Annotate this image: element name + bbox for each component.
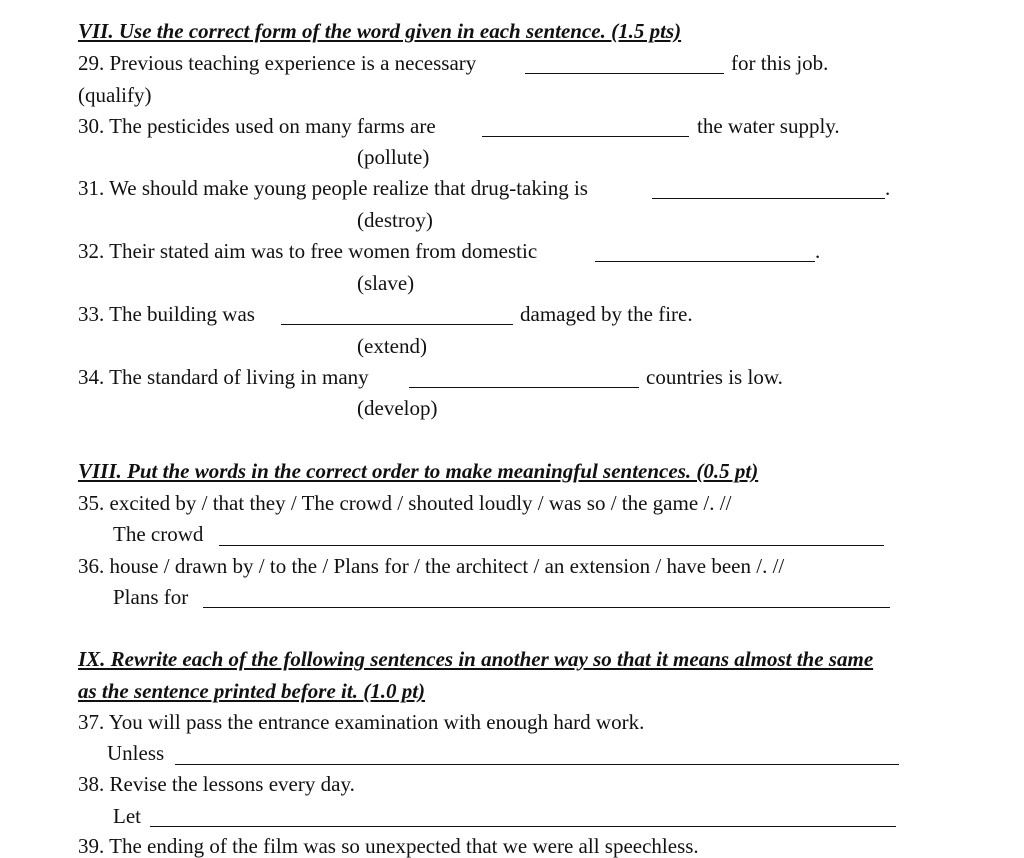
q37-answer-blank[interactable] [175,764,899,765]
section-vii-heading: VII. Use the correct form of the word given in each sentence. (1.5 pts) [78,19,682,43]
q32-text-after: . [815,239,821,263]
q30-answer-blank[interactable] [482,136,689,137]
q30-text: 30. The pesticides used on many farms are [78,114,436,138]
section-viii-heading: VIII. Put the words in the correct order to make meaningful sentences. (0.5 pt) [78,459,759,483]
q31-hint: (destroy) [357,208,433,232]
q29-text-after: for this job. [731,51,829,75]
q32-text: 32. Their stated aim was to free women from domestic [78,239,538,263]
q37-prompt: 37. You will pass the entrance examination with enough hard work. [78,710,645,734]
q36-answer-start: Plans for [113,585,189,609]
q34-answer-blank[interactable] [409,387,639,388]
q35-answer-blank[interactable] [219,545,884,546]
q31-answer-blank[interactable] [652,198,885,199]
q38-answer-blank[interactable] [150,826,896,827]
q35-answer-start: The crowd [113,522,204,546]
section-ix-heading-line1: IX. Rewrite each of the following sentences in another way so that it means almost the same [78,647,874,671]
section-ix-heading-line2: as the sentence printed before it. (1.0 pt) [78,679,426,703]
q31-text: 31. We should make young people realize that drug-taking is [78,176,588,200]
q33-answer-blank[interactable] [281,324,513,325]
q29-hint: (qualify) [78,83,152,107]
q30-text-after: the water supply. [697,114,840,138]
q32-hint: (slave) [357,271,415,295]
q31-text-after: . [885,176,891,200]
q34-hint: (develop) [357,396,438,420]
q29-answer-blank[interactable] [525,73,724,74]
q33-text-after: damaged by the fire. [520,302,693,326]
q30-hint: (pollute) [357,145,430,169]
q34-text-after: countries is low. [646,365,783,389]
q33-text: 33. The building was [78,302,255,326]
q34-text: 34. The standard of living in many [78,365,369,389]
q37-answer-start: Unless [107,741,165,765]
q35-prompt: 35. excited by / that they / The crowd / shouted loudly / was so / the game /. // [78,491,732,515]
q32-answer-blank[interactable] [595,261,815,262]
q38-prompt: 38. Revise the lessons every day. [78,772,355,796]
q29-text: 29. Previous teaching experience is a necessary [78,51,477,75]
q38-answer-start: Let [113,804,141,828]
q36-prompt: 36. house / drawn by / to the / Plans for / the architect / an extension / have been /. // [78,554,785,578]
q36-answer-blank[interactable] [203,607,890,608]
q33-hint: (extend) [357,334,427,358]
q39-prompt-partial: 39. The ending of the film was so unexpected that we were all speechless. [78,834,699,858]
